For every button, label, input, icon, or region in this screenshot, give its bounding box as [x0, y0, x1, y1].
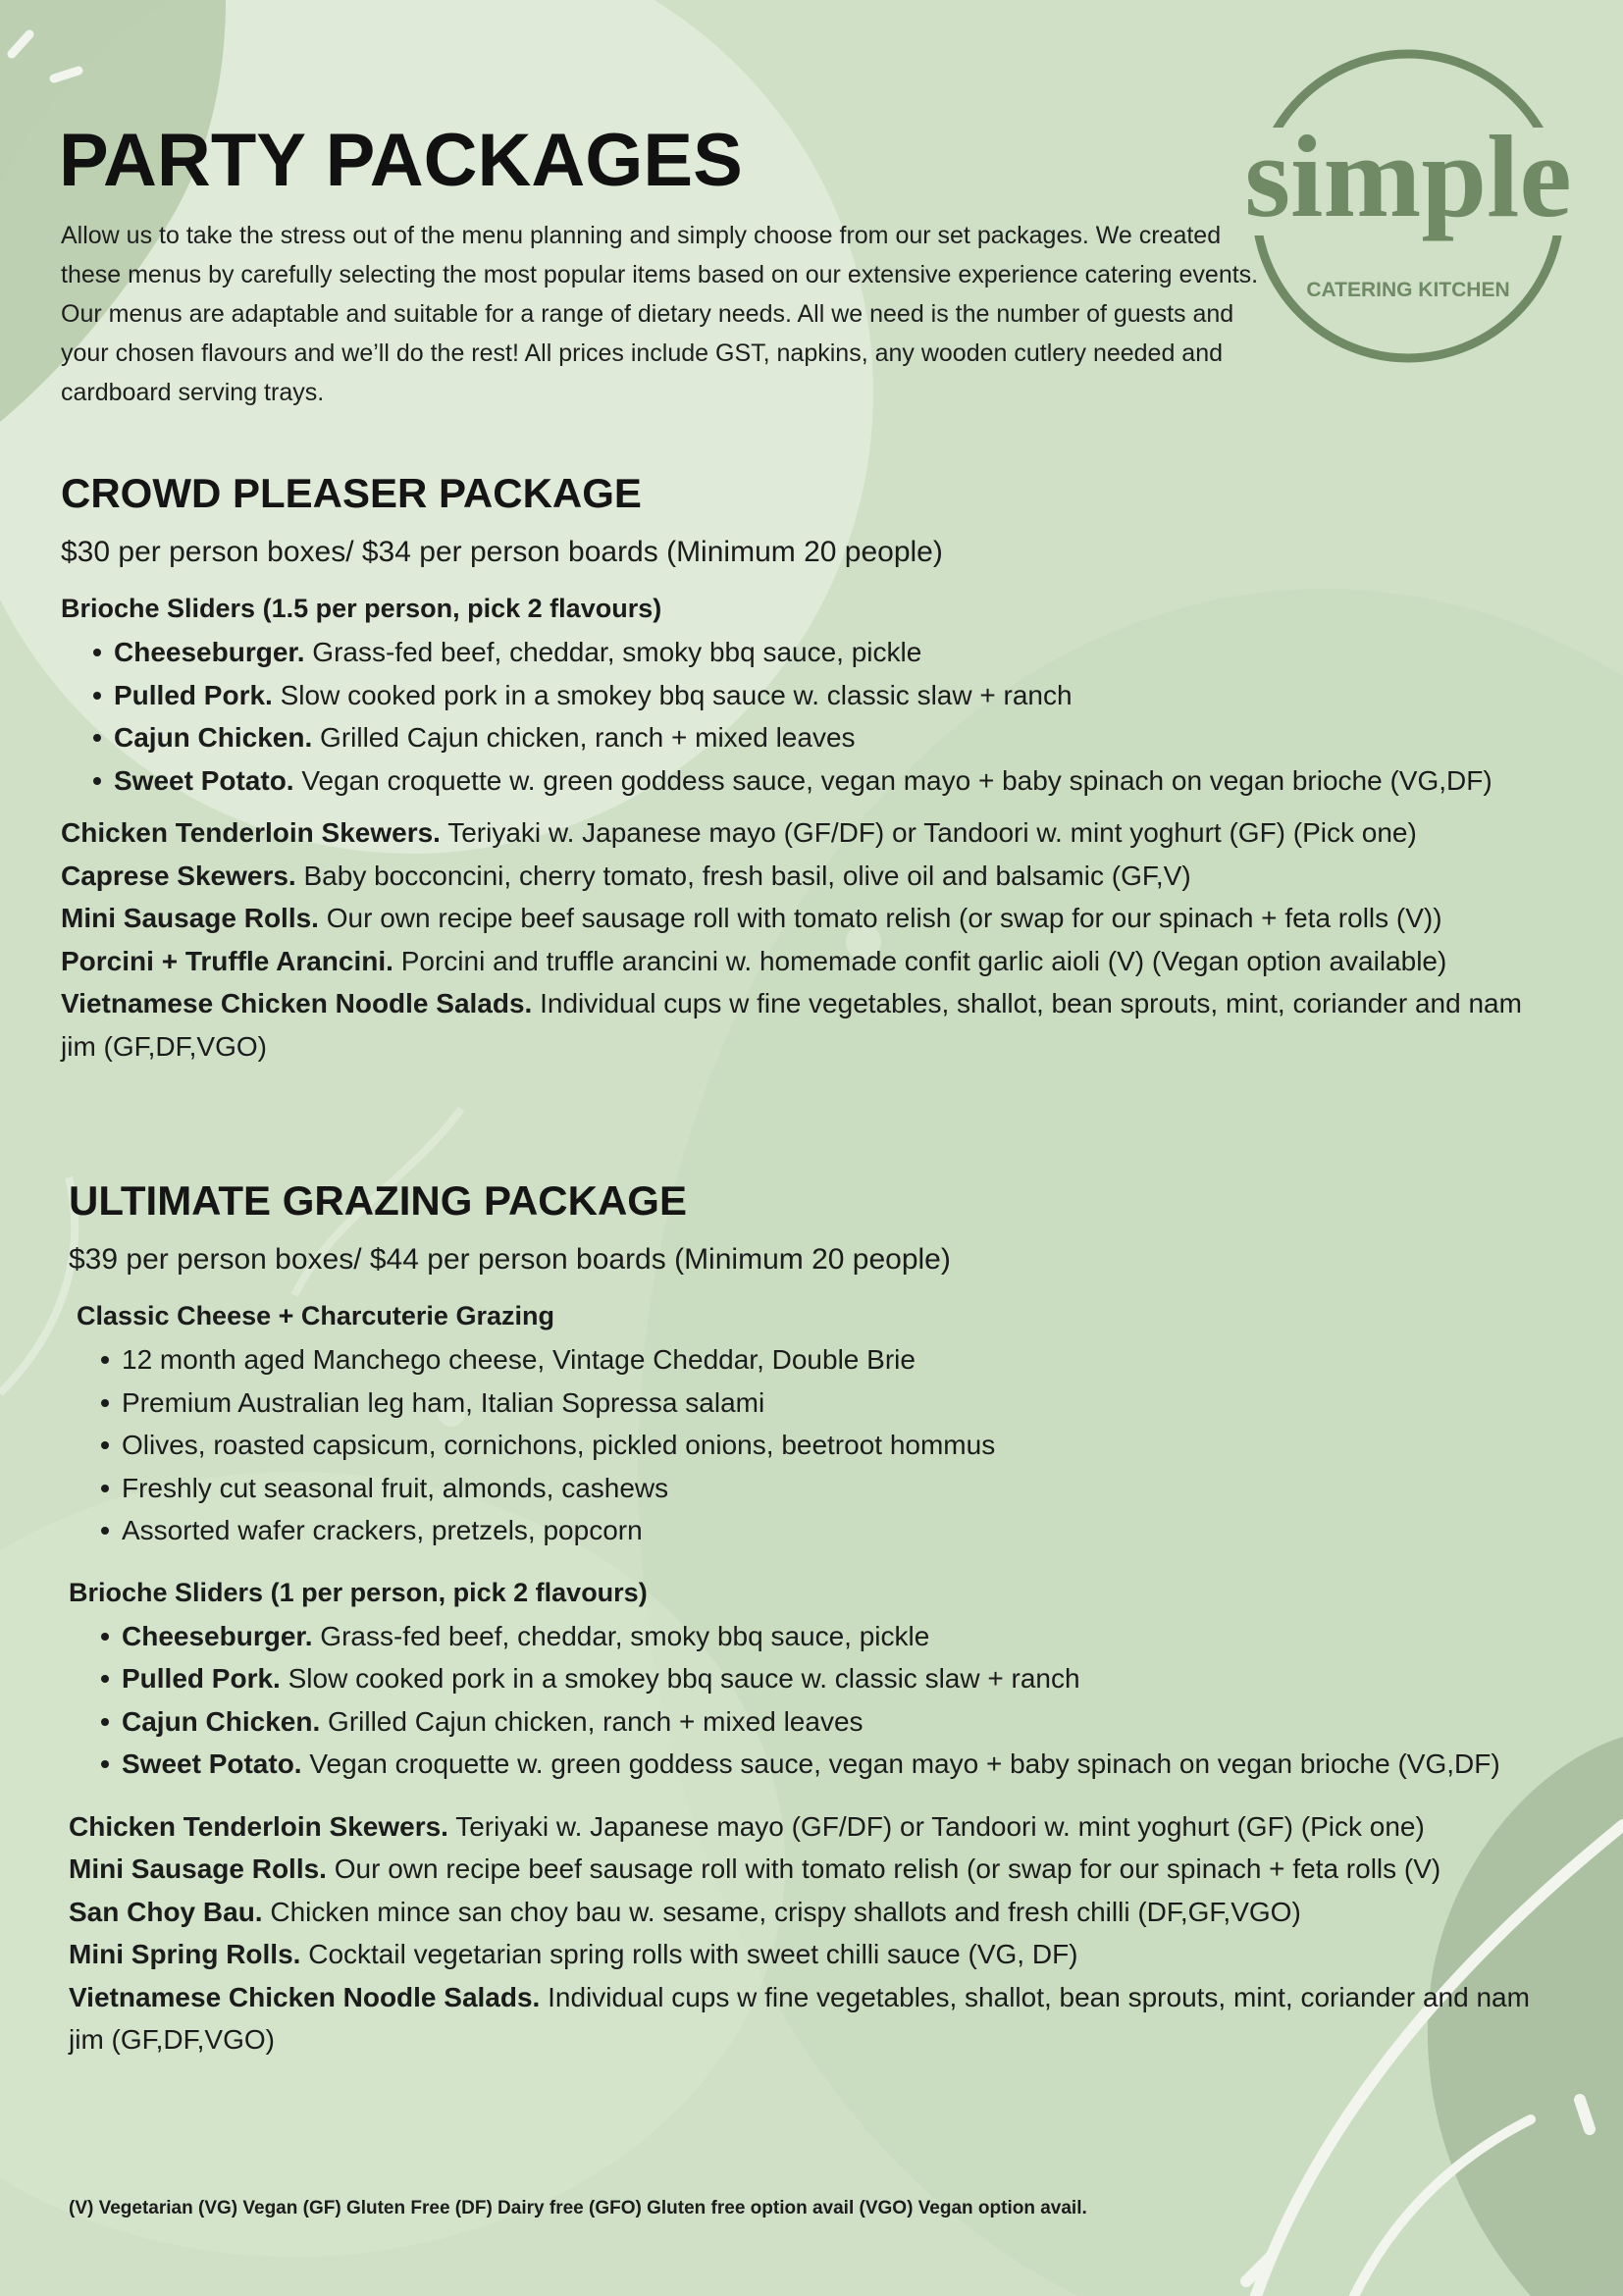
item-desc: Vegan croquette w. green goddess sauce, vegan mayo + baby spinach on vegan brioche (VG,DF)	[301, 1748, 1500, 1779]
list-item: Freshly cut seasonal fruit, almonds, cashews	[122, 1467, 1599, 1510]
item-name: Vietnamese Chicken Noodle Salads.	[69, 1981, 541, 2012]
item-desc: Vegan croquette w. green goddess sauce, vegan mayo + baby spinach on vegan brioche (VG,DF)	[293, 764, 1492, 796]
item-desc: Grilled Cajun chicken, ranch + mixed leaves	[312, 722, 856, 753]
dietary-legend: (V) Vegetarian (VG) Vegan (GF) Gluten Free (DF) Dairy free (GFO) Gluten free option avail (VGO) Vegan option avail.	[69, 2198, 1087, 2218]
list-item	[122, 1700, 1599, 1744]
grazing-heading: Classic Cheese + Charcuterie Grazing	[77, 1301, 554, 1331]
simple-logo	[1231, 39, 1585, 363]
item-desc: Teriyaki w. Japanese mayo (GF/DF) or Tandoori w. mint yoghurt (GF) (Pick one)	[440, 817, 1417, 848]
item-desc: Grass-fed beef, cheddar, smoky bbq sauce, pickle	[304, 637, 922, 667]
logo-tagline: CATERING KITCHEN	[1306, 279, 1510, 301]
list-item	[114, 631, 1592, 674]
item-name: San Choy Bau.	[69, 1896, 263, 1927]
menu-item	[69, 1891, 1599, 1934]
menu-item	[61, 897, 1592, 940]
item-desc: Individual cups w fine vegetables, shallot, bean sprouts, mint, coriander and nam jim (GF,DF,VGO)	[69, 1981, 1530, 2055]
item-desc: Grilled Cajun chicken, ranch + mixed leaves	[320, 1705, 864, 1737]
item-desc: Baby bocconcini, cherry tomato, fresh basil, olive oil and balsamic (GF,V)	[295, 860, 1191, 891]
menu-item	[69, 1848, 1599, 1891]
item-name: Mini Spring Rolls.	[69, 1939, 301, 1969]
item-desc: Porcini and truffle arancini w. homemade confit garlic aioli (V) (Vegan option available)	[393, 945, 1447, 976]
menu-item	[61, 811, 1592, 855]
item-desc: Our own recipe beef sausage roll with tomato relish (or swap for our spinach + feta rolls (V))	[318, 903, 1442, 933]
item-name: Caprese Skewers.	[61, 860, 296, 891]
item-desc: Chicken mince san choy bau w. sesame, crispy shallots and fresh chilli (DF,GF,VGO)	[262, 1896, 1301, 1927]
list-item	[122, 1743, 1584, 1786]
sliders-heading: Brioche Sliders (1.5 per person, pick 2 flavours)	[61, 594, 662, 623]
ultimate-grazing-section	[69, 1175, 1599, 2061]
item-name: Vietnamese Chicken Noodle Salads.	[61, 988, 533, 1018]
list-item	[114, 759, 1576, 803]
sliders-heading: Brioche Sliders (1 per person, pick 2 flavours)	[69, 1577, 648, 1607]
sliders-list	[69, 1615, 1599, 1786]
item-desc: Teriyaki w. Japanese mayo (GF/DF) or Tandoori w. mint yoghurt (GF) (Pick one)	[447, 1810, 1425, 1842]
package-price: $30 per person boxes/ $34 per person boards (Minimum 20 people)	[61, 536, 943, 568]
item-name: Chicken Tenderloin Skewers.	[69, 1810, 448, 1842]
menu-item	[61, 940, 1592, 983]
items-list	[61, 811, 1592, 1068]
item-name: Sweet Potato.	[114, 764, 294, 796]
item-name: Pulled Pork.	[122, 1663, 281, 1694]
item-name: Cheeseburger.	[114, 637, 305, 667]
menu-item	[61, 982, 1552, 1068]
sliders-list	[61, 631, 1592, 802]
crowd-pleaser-section	[61, 468, 1592, 1068]
list-item: 12 month aged Manchego cheese, Vintage Cheddar, Double Brie	[122, 1338, 1599, 1382]
menu-item	[61, 855, 1592, 898]
items-list	[69, 1805, 1599, 2061]
item-name: Chicken Tenderloin Skewers.	[61, 817, 441, 848]
grazing-list	[69, 1338, 1599, 1552]
item-desc: Grass-fed beef, cheddar, smoky bbq sauce, pickle	[312, 1620, 930, 1651]
item-name: Pulled Pork.	[114, 679, 273, 710]
item-name: Porcini + Truffle Arancini.	[61, 945, 393, 976]
logo-wordmark: simple	[1244, 111, 1572, 241]
item-desc: Cocktail vegetarian spring rolls with sweet chilli sauce (VG, DF)	[300, 1939, 1078, 1969]
list-item: Premium Australian leg ham, Italian Sopressa salami	[122, 1382, 1599, 1425]
menu-item	[69, 1933, 1599, 1976]
menu-item	[69, 1976, 1560, 2061]
menu-item	[69, 1805, 1599, 1849]
item-desc: Individual cups w fine vegetables, shallot, bean sprouts, mint, coriander and nam jim (GF,DF,VGO)	[61, 988, 1522, 1062]
section-heading: CROWD PLEASER PACKAGE	[61, 470, 642, 516]
page-title: PARTY PACKAGES	[59, 119, 743, 202]
intro-paragraph: Allow us to take the stress out of the menu planning and simply choose from our set packages. We created these menus by carefully selecting the most popular items based on our extensive experience catering events. Our menus are adaptable and suitable for a range of dietary needs. All we need is the number of guests and your chosen flavours and we’ll do the rest! All prices include GST, napkins, any wooden cutlery needed and cardboard serving trays.	[61, 222, 1259, 406]
list-item: Olives, roasted capsicum, cornichons, pickled onions, beetroot hommus	[122, 1424, 1599, 1467]
item-name: Mini Sausage Rolls.	[61, 903, 319, 933]
item-name: Cheeseburger.	[122, 1620, 313, 1651]
item-desc: Slow cooked pork in a smokey bbq sauce w. classic slaw + ranch	[272, 679, 1073, 710]
list-item: Assorted wafer crackers, pretzels, popcorn	[122, 1509, 1599, 1552]
item-name: Sweet Potato.	[122, 1748, 302, 1779]
item-desc: Slow cooked pork in a smokey bbq sauce w. classic slaw + ranch	[280, 1663, 1080, 1694]
item-name: Cajun Chicken.	[122, 1705, 321, 1737]
item-name: Cajun Chicken.	[114, 722, 313, 753]
list-item	[122, 1657, 1599, 1700]
list-item	[114, 716, 1592, 759]
item-desc: Our own recipe beef sausage roll with tomato relish (or swap for our spinach + feta rolls (V)	[326, 1853, 1441, 1884]
item-name: Mini Sausage Rolls.	[69, 1853, 327, 1884]
list-item	[114, 674, 1592, 717]
section-heading: ULTIMATE GRAZING PACKAGE	[69, 1177, 687, 1224]
list-item	[122, 1615, 1599, 1658]
package-price: $39 per person boxes/ $44 per person boards (Minimum 20 people)	[69, 1243, 951, 1276]
